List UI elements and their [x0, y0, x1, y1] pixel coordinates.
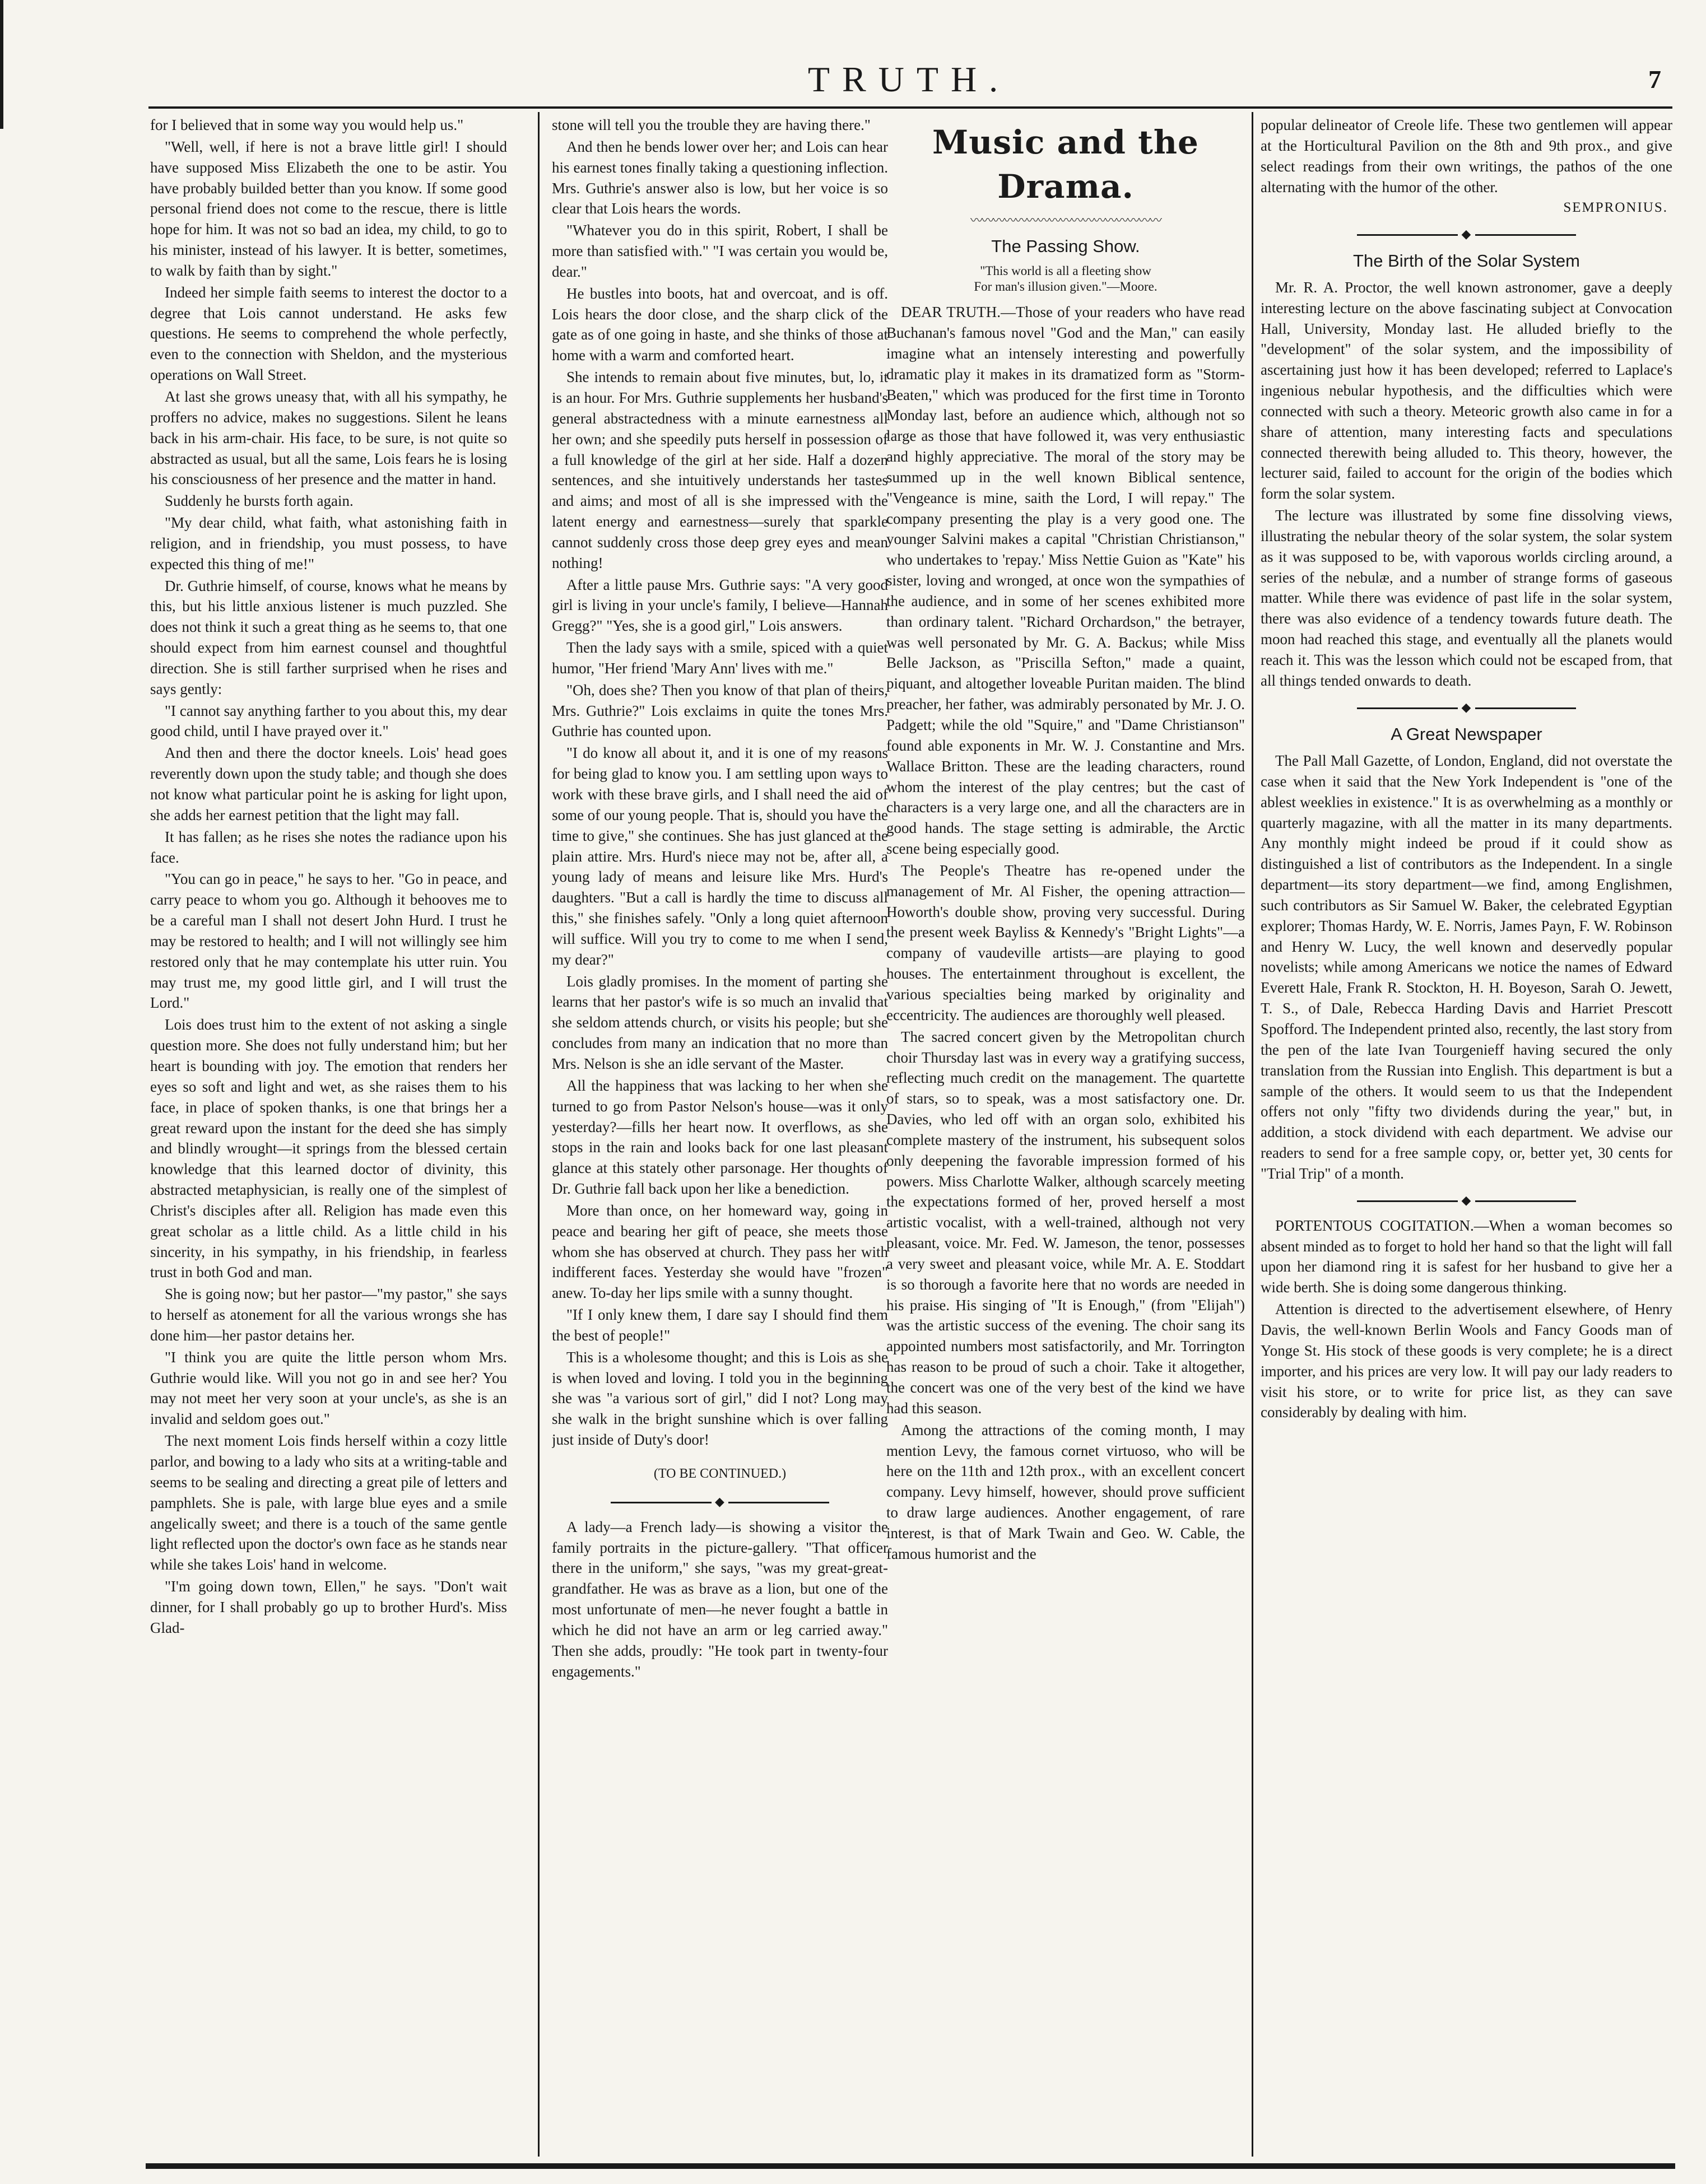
signature: SEMPRONIUS.	[1563, 200, 1668, 216]
section-divider: ◆	[1261, 699, 1672, 716]
paragraph: "If I only knew them, I dare say I should find them the best of people!"	[552, 1306, 888, 1344]
paragraph-text: —When a woman becomes so absent minded as to forget to hold her hand so that the light will fall upon her diamond ring it is safest for her husband to give her a wide berth. She is doing some dangerous thinking.	[1261, 1217, 1672, 1296]
column-4	[1261, 115, 1672, 2157]
masthead-title: TRUTH.	[807, 59, 1011, 99]
paragraph: Then the lady says with a smile, spiced with a quiet humor, "Her friend 'Mary Ann' lives with me."	[552, 639, 888, 677]
to-be-continued: (TO BE CONTINUED.)	[653, 1466, 787, 1481]
paragraph: "I'm going down town, Ellen," he says. "Don't wait dinner, for I shall probably go up to brother Hurd's. Miss Glad-	[150, 1578, 507, 1636]
paragraph: Mr. R. A. Proctor, the well known astronomer, gave a deeply interesting lecture on the above fascinating subject at Convocation Hall, University, Monday last. He alluded briefly to the "development" of the solar system, and the impossibility of ascertaining just how it has been developed; referred to Laplace's ingenious nebular hypothesis, and the difficulties which were connected with such a theory. Meteoric growth also came in for a share of attention, many interesting facts and speculations connected therewith being alluded to. This theory, however, the lecturer said, failed to account for the origin of the bodies which form the solar system.	[1261, 278, 1672, 502]
column-divider	[1252, 112, 1253, 2157]
paragraph: And then he bends lower over her; and Lois can hear his earnest tones finally taking a questioning inflection. Mrs. Guthrie's answer also is low, but her voice is so clear that Lois hears the words.	[552, 138, 888, 217]
header-rule	[148, 106, 1672, 109]
paragraph: DEAR TRUTH.—Those of your readers who have read Buchanan's famous novel "God and the Man," can easily imagine what an intensely interesting and powerfully dramatic play it makes in its dramatized form as "Storm-Beaten," which was produced for the first time in Toronto Monday last, before an audience which, although not so large as those that have followed it, was very enthusiastic and highly appreciative. The moral of the story may be summed up in the well known Biblical sentence, "Vengeance is mine, saith the Lord, I will repay." The company presenting the play is a very good one. The younger Salvini makes a capital "Christian Christianson," who undertakes to 'repay.' Miss Nettie Guion as "Kate" his sister, loving and wronged, at once won the sympathies of the audience, and in some of her scenes exhibited more than ordinary talent. "Richard Orchardson," the betrayer, was well personated by Mr. G. A. Backus; while Miss Belle Jackson, as "Priscilla Sefton," made a quaint, piquant, and altogether loveable Puritan maiden. The blind preacher, her father, was admirably personated by Mr. J. O. Padgett; while the old "Squire," and "Dame Christianson" found able exponents in Mr. W. J. Constantine and Mrs. Wallace Britton. These are the leading characters, round whom the interest of the play centres; but the cast of characters is a very large one, and all the characters are in good hands. The stage setting is admirable, the Arctic scene being especially good.	[886, 304, 1245, 858]
paragraph: stone will tell you the trouble they are having there."	[552, 117, 871, 133]
paragraph: It has fallen; as he rises she notes the radiance upon his face.	[150, 828, 507, 866]
column-3	[886, 115, 1245, 2157]
paragraph: This is a wholesome thought; and this is Lois as she is when loved and loving. I told you in the beginning she was "a various sort of girl," did I not? Long may she walk in the bright sunshine which is over falling just inside of Duty's door!	[552, 1348, 888, 1449]
paragraph: All the happiness that was lacking to her when she turned to go from Pastor Nelson's house—was it only yesterday?—fills her heart now. It overflows, as she stops in the rain and looks back for one last pleasant glance at this stately other parsonage. Her thoughts of Dr. Guthrie fall back upon her like a benediction.	[552, 1077, 888, 1198]
paragraph: "My dear child, what faith, what astonishing faith in religion, and in friendship, you must possess, to have expected this thing of me!"	[150, 514, 507, 572]
paragraph: At last she grows uneasy that, with all his sympathy, he proffers no advice, makes no suggestions. Silent he leans back in his arm-chair. His face, to be sure, is not quite so abstracted as usual, but all the same, Lois fears he is losing his consciousness of her presence and the matter in hand.	[150, 388, 507, 488]
paragraph: The next moment Lois finds herself within a cozy little parlor, and bowing to a lady who sits at a writing-table and seems to be sealing and directing a great pile of letters and pamphlets. She is pale, with large blue eyes and a smile angelically sweet; and there is a touch of the same gentle light reflected upon the doctor's own face as he stands near while she takes Lois' hand in welcome.	[150, 1432, 507, 1573]
masthead	[146, 59, 1672, 104]
page-number: 7	[1648, 65, 1661, 94]
paragraph: Attention is directed to the advertisement elsewhere, of Henry Davis, the well-known Berlin Wools and Fancy Goods man of Yonge St. His stock of these goods is very complete; he is a direct importer, and his prices are very low. It will pay our lady readers to visit his store, or to write for price list, as they can save considerably by dealing with him.	[1261, 1301, 1672, 1421]
paragraph: Among the attractions of the coming month, I may mention Levy, the famous cornet virtuoso, who will be here on the 11th and 12th prox., with an excellent concert company. Levy himself, however, should prove sufficient to draw large audiences. Another engagement, of rare interest, is that of Mark Twain and Geo. W. Cable, the famous humorist and the	[886, 1421, 1245, 1562]
paragraph: After a little pause Mrs. Guthrie says: "A very good girl is living in your uncle's family, I believe—Hannah Gregg?" "Yes, she is a good girl," Lois answers.	[552, 576, 888, 635]
paragraph: And then and there the doctor kneels. Lois' head goes reverently down upon the study table; and though she does not know what particular point he is asking for light upon, she adds her earnest petition that the light may fall.	[150, 744, 507, 823]
column-1	[150, 115, 507, 2157]
page-edge-rule	[0, 0, 3, 129]
subheading: A Great Newspaper	[1391, 724, 1542, 744]
paragraph: for I believed that in some way you would help us."	[150, 117, 464, 133]
subheading: The Passing Show.	[991, 236, 1140, 257]
column-divider	[538, 112, 540, 2157]
paragraph: Lois does trust him to the extent of not asking a single question more. She does not fully understand him; but her heart is bounding with joy. The emotion that renders her eyes so soft and light and wet, as she raises them to his face, in place of spoken thanks, is one that brings her a great reward upon the instant for the deed she has simply and blindly wrought—it springs from the blessed certain knowledge that this learned doctor of divinity, this abstracted metaphysician, is really one of the simplest of Christ's disciples after all. Religion has made even this great scholar as a little child. As a little child in his sincerity, in his sympathy, in his friendship, in fearless trust in both God and man.	[150, 1016, 507, 1281]
paragraph: She intends to remain about five minutes, but, lo, it is an hour. For Mrs. Guthrie supplements her husband's general abstractedness with a minute earnestness all her own; and she speedily puts herself in possession of a full knowledge of the girl at her side. Half a dozen sentences, and she intuitively understands her tastes and aims; and most of all is she impressed with the latent energy and earnestness—surely that sparkle cannot suddenly cross those deep grey eyes and mean nothing!	[552, 369, 888, 571]
section-divider: ◆	[552, 1493, 888, 1510]
paragraph: Suddenly he bursts forth again.	[165, 492, 354, 510]
paragraph: Dr. Guthrie himself, of course, knows what he means by this, but his little anxious listener is much puzzled. She does not think it such a great thing as he seems to, that one should expect from him earnest counsel and thoughtful direction. She is still farther surprised when he rises and says gently:	[150, 577, 507, 697]
paragraph: "Oh, does she? Then you know of that plan of theirs, Mrs. Guthrie?" Lois exclaims in quite the tones Mrs. Guthrie has counted upon.	[552, 681, 888, 740]
paragraph: "Whatever you do in this spirit, Robert, I shall be more than satisfied with." "I was certain you would be, dear."	[552, 222, 888, 280]
paragraph: The sacred concert given by the Metropolitan church choir Thursday last was in every way a gratifying success, reflecting much credit on the management. The quartette of stars, so to speak, was a most satisfactory one. Dr. Davies, who led off with an organ solo, exhibited his complete mastery of the instrument, his subsequent solos only deepening the favorable impression formed of his powers. Miss Charlotte Walker, although scarcely meeting the expectations formed of her, proved herself a most artistic vocalist, with a well-trained, although not very pleasant, voice. Mr. Fed. W. Jameson, the tenor, possesses a very sweet and pleasant voice, while Mr. A. E. Stoddart is so thorough a favorite here that no words are needed in his praise. His singing of "It is Enough," (from "Elijah") was the artistic success of the evening. The choir sang its appointed numbers most satisfactorily, and Mr. Torrington has reason to be proud of such a choir. Take it altogether, the concert was one of the very best of the kind we have had this season.	[886, 1028, 1245, 1417]
wavy-divider: 〰〰〰〰〰〰〰〰〰〰〰〰〰〰〰〰〰	[970, 213, 1161, 228]
paragraph: "Well, well, if here is not a brave little girl! I should have supposed Miss Elizabeth the one to be astir. You have probably builded better than you know. If some good personal friend does not come to the rescue, there is little hope for him. It was not so bad an idea, my child, to go to his minister, instead of his lawyer. It is better, sometimes, to walk by faith than by sight."	[150, 138, 507, 279]
paragraph: "I cannot say anything farther to you about this, my dear good child, until I have prayed over it."	[150, 702, 507, 740]
paragraph: "You can go in peace," he says to her. "Go in peace, and carry peace to whom you go. Although it behooves me to be a careful man I shall not desert John Hurd. I trust he may be restored to health; and I will not willingly see him restored only that he may contemplate his utter ruin. You may trust me, my good little girl, and I will trust the Lord."	[150, 870, 507, 1012]
epigraph	[886, 263, 1245, 296]
paragraph: Indeed her simple faith seems to interest the doctor to a degree that Lois cannot understand. He asks few questions. He seems to comprehend the whole perfectly, even to the connection with Sheldon, and the mysterious operations on Wall Street.	[150, 283, 507, 384]
epigraph-line: "This world is all a fleeting show	[980, 263, 1151, 278]
paragraph: A lady—a French lady—is showing a visitor the family portraits in the picture-gallery. "That officer there in the uniform," she says, "was my great-great-grandfather. He was as brave as a lion, but one of the most unfortunate of men—he never fought a battle in which he did not have an arm or leg carried away." Then she adds, proudly: "He took part in twenty-four engagements."	[552, 1518, 888, 1680]
paragraph: The Pall Mall Gazette, of London, England, did not overstate the case when it said that the New York Independent is "one of the ablest weeklies in existence." It is as overwhelming as a monthly or quarterly magazine, with all the matter in its many departments. Any monthly might indeed be proud if it could show as distinguished a list of contributors as the Independent. In a single department—its story department—we find, among Englishmen, such contributors as Sir Samuel W. Baker, the celebrated Egyptian explorer; Thomas Hardy, W. E. Norris, James Payn, F. W. Robinson and Henry W. Lucy, the well known and deservedly popular novelists; while among Americans we notice the names of Edward Everett Hale, Frank R. Stockton, H. H. Boyeson, Sarah O. Jewett, T. S., of Dale, Rebecca Harding Davis and Harriet Prescott Spofford. The Independent printed also, recently, the last story from the pen of the late Ivan Tourgenieff having secured the only translation from the Russian into English. This department is but a sample of the others. It would seem to us that the Independent offers not only "fifty two dividends during the year," but, in addition, a stock dividend with each department. We advise our readers to send for a free sample copy, or, better yet, 30 cents for "Trial Trip" of a month.	[1261, 752, 1672, 1182]
section-title: Music and the Drama.	[932, 123, 1199, 206]
paragraph: The lecture was illustrated by some fine dissolving views, illustrating the nebular theory of the solar system, the solar system as it was supposed to be, with vaporous worlds circling around, a series of the nebulæ, and a number of strange forms of gaseous matter. While there was evidence of past life in the solar system, there was also evidence of a tendency towards future death. The moon had reached this stage, and eventually all the planets would reach it. This was the lesson which could not be escaped from, that all things tended onwards to death.	[1261, 507, 1672, 689]
paragraph: He bustles into boots, hat and overcoat, and is off. Lois hears the door close, and the sharp click of the gate as of one going in haste, and she thinks of those at home with a warm and comforted heart.	[552, 285, 888, 364]
paragraph-label: PORTENTOUS COGITATION.	[1275, 1217, 1474, 1234]
paragraph: popular delineator of Creole life. These two gentlemen will appear at the Horticultural Pavilion on the 8th and 9th prox., and give select readings from their own writings, the pathos of the one alternating with the humor of the other.	[1261, 117, 1672, 195]
paragraph: Lois gladly promises. In the moment of parting she learns that her pastor's wife is so much an invalid that she seldom attends church, or visits his people; but she concludes from many an indication that no more than Mrs. Nelson is she an idle servant of the Master.	[552, 972, 888, 1072]
subheading: The Birth of the Solar System	[1353, 250, 1580, 271]
column-2	[552, 115, 888, 2157]
epigraph-line: For man's illusion given."—Moore.	[974, 280, 1158, 294]
paragraph: She is going now; but her pastor—"my pastor," she says to herself as atonement for all the various wrongs she has done him—her pastor detains her.	[150, 1286, 507, 1344]
section-divider: ◆	[1261, 226, 1672, 243]
section-divider: ◆	[1261, 1192, 1672, 1209]
paragraph	[1261, 1216, 1672, 1298]
paragraph: The People's Theatre has re-opened under the management of Mr. Al Fisher, the opening attraction—Howorth's double show, proving very successful. During the present week Bayliss & Kennedy's "Bright Lights"—a company of vaudeville artists—are playing to good houses. The entertainment throughout is excellent, the various specialties being marked by originality and eccentricity. The audiences are thoroughly well pleased.	[886, 862, 1245, 1023]
footer-rule	[146, 2163, 1675, 2169]
paragraph: "I think you are quite the little person whom Mrs. Guthrie would like. Will you not go in and see her? You may not meet her very soon at your uncle's, as she is an invalid and seldom goes out."	[150, 1348, 507, 1428]
paragraph: More than once, on her homeward way, going in peace and bearing her gift of peace, she meets those whom she has observed at church. They pass her with indifferent faces. Yesterday she would have "frozen" anew. To-day her lips smile with a sunny thought.	[552, 1202, 888, 1302]
paragraph: "I do know all about it, and it is one of my reasons for being glad to know you. I am settling upon ways to work with these brave girls, and I shall need the aid of some of our young people. That is, should you have the time to give," she continues. She has just glanced at the plain attire. Mrs. Hurd's niece may not be, after all, a young lady of means and leisure like Mrs. Hurd's daughters. "But a call is hardly the time to discuss all this," she finishes safely. "Only a long quiet afternoon will suffice. Will you try to come to me when I send, my dear?"	[552, 744, 888, 968]
